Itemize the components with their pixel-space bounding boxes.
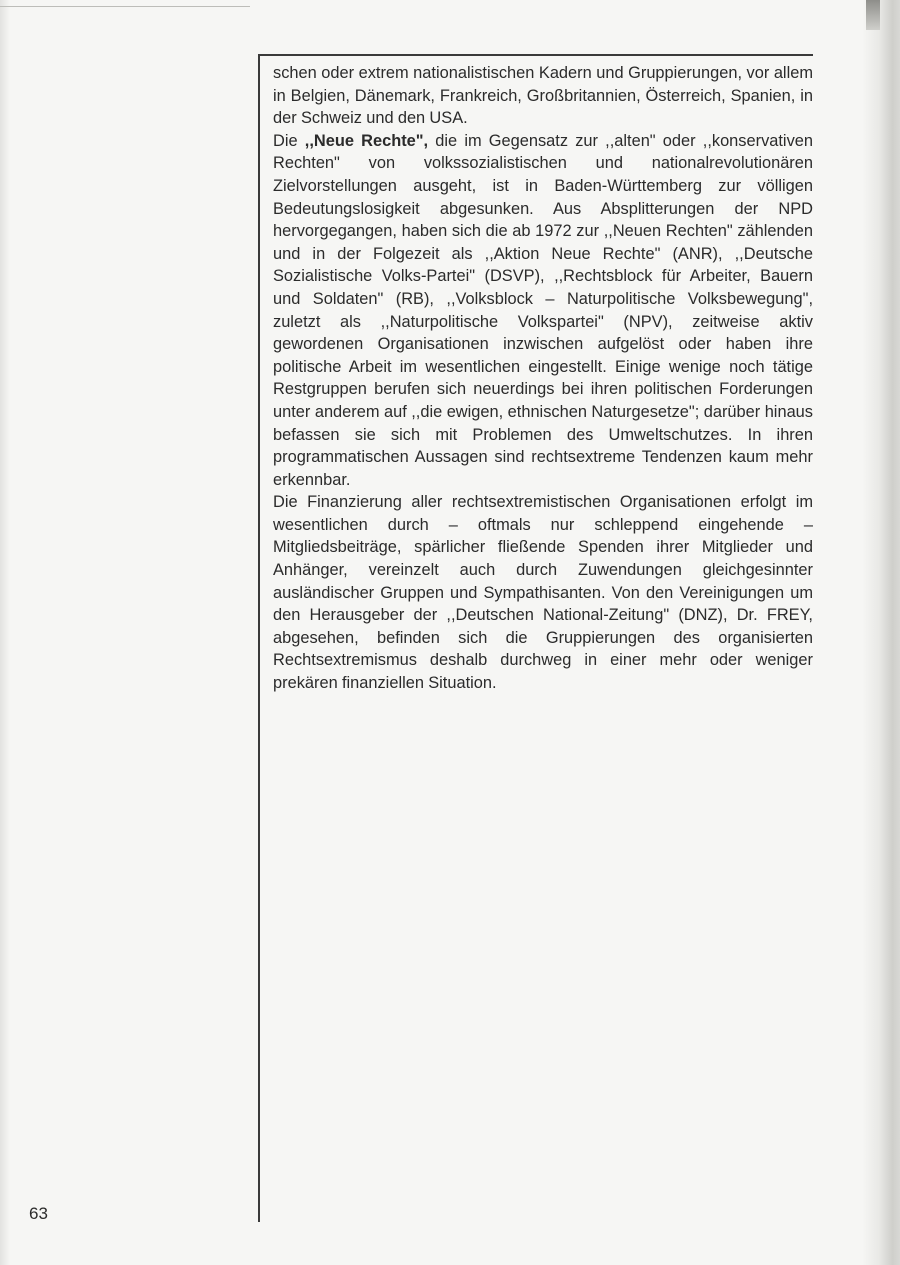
page-number: 63: [29, 1204, 48, 1223]
scan-top-line: [0, 6, 250, 7]
scan-mark: [866, 0, 880, 30]
paragraph-2-bold-term: ,,Neue Rechte",: [304, 131, 429, 150]
body-text: [273, 62, 813, 695]
paragraph-2-text: die im Gegensatz zur ,,alten" oder ,,konservativen Rechten" von volkssozialistischen und nationalrevolutionären Zielvorstellungen ausgeht, ist in Baden-Württemberg zur völligen Bedeutungslosigkeit abgesunken. Aus Absplitterungen der NPD hervorgegangen, haben sich die ab 1972 zur ,,Neuen Rechten" zählenden und in der Folgezeit als ,,Aktion Neue Rechte" (ANR), ,,Deutsche Sozialistische Volks-Partei" (DSVP), ,,Rechtsblock für Arbeiter, Bauern und Soldaten" (RB), ,,Volksblock – Naturpolitische Volksbewegung", zuletzt als ,,Naturpolitische Volkspartei" (NPV), zeitweise aktiv gewordenen Organisationen inzwischen aufgelöst oder haben ihre politische Arbeit im wesentlichen eingestellt. Einige wenige noch tätige Restgruppen berufen sich neuerdings bei ihren politischen Forderungen unter anderem auf ,,die ewigen, ethnischen Naturgesetze"; darüber hinaus befassen sie sich mit Problemen des Umweltschutzes. In ihren programmatischen Aussagen sind rechtsextreme Tendenzen kaum mehr erkennbar.: [273, 131, 813, 489]
scan-edge-right: [862, 0, 900, 1265]
paragraph-1: [273, 62, 813, 130]
left-rule: [258, 54, 260, 1222]
paragraph-3: [273, 491, 813, 694]
paragraph-2: [273, 130, 813, 492]
paragraph-1-text: schen oder extrem nationalistischen Kadern und Gruppierungen, vor allem in Belgien, Dänemark, Frankreich, Großbritannien, Österreich, Spanien, in der Schweiz und den USA.: [273, 64, 813, 128]
top-rule: [258, 54, 813, 56]
paragraph-3-text: Die Finanzierung aller rechtsextremistischen Organisationen erfolgt im wesentlichen durch – oftmals nur schleppend eingehende – Mitgliedsbeiträge, spärlicher fließende Spenden ihrer Mitglieder und Anhänger, vereinzelt auch durch Zuwendungen gleichgesinnter ausländischer Gruppen und Sympathisanten. Von den Vereinigungen um den Herausgeber der ,,Deutschen National-Zeitung" (DNZ), Dr. FREY, abgesehen, befinden sich die Gruppierungen des organisierten Rechtsextremismus deshalb durchweg in einer mehr oder weniger prekären finanziellen Situation.: [273, 493, 813, 693]
scan-edge-left: [0, 0, 10, 1265]
paragraph-2-lead: Die: [273, 131, 305, 150]
